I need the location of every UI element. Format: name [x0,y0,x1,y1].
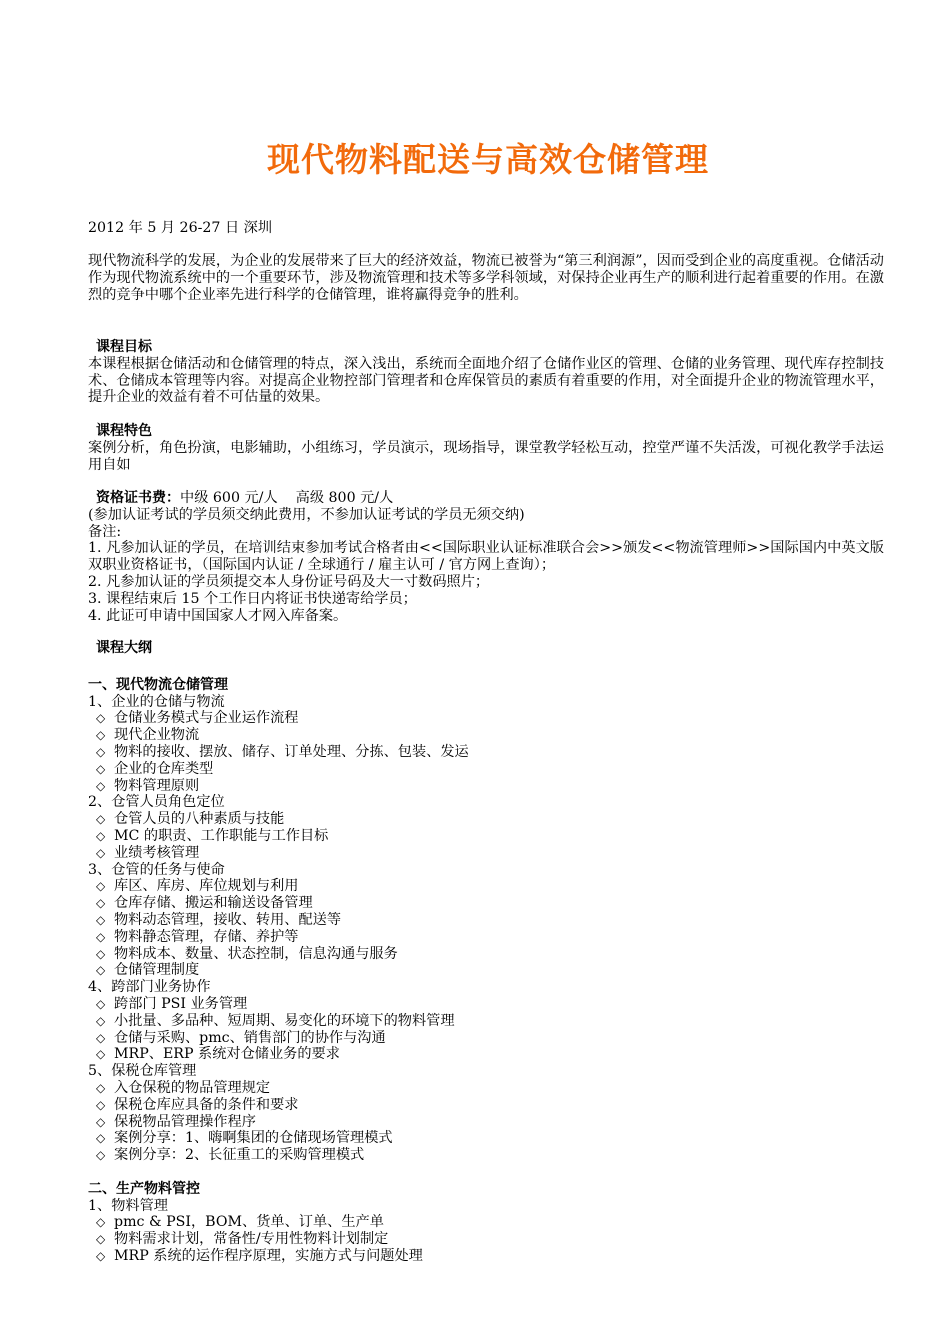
remark-item: 2. 凡参加认证的学员须提交本人身份证号码及大一寸数码照片； [88,573,490,590]
outline-item-text: 仓储业务模式与企业运作流程 [114,710,299,727]
objective-heading: 课程目标 [96,339,152,355]
outline-item [88,929,884,946]
outline-section-title: 1、物料管理 [88,1197,168,1214]
diamond-bullet-icon: ◇ [96,1232,106,1247]
remark-label: 备注: [88,523,122,540]
outline-item-text: 仓库存储、搬运和输送设备管理 [114,895,313,912]
diamond-bullet-icon: ◇ [96,845,106,860]
outline-item-text: 物料的接收、摆放、储存、订单处理、分拣、包装、发运 [114,743,469,760]
certificate-high-fee: 高级 800 元/人 [295,490,394,506]
outline-item-text: MRP 系统的运作程序原理，实施方式与问题处理 [114,1247,423,1264]
outline-item-text: 物料动态管理，接收、转用、配送等 [114,911,342,928]
certificate-mid-fee: 中级 600 元/人 [180,490,278,506]
objective-text: 本课程根据仓储活动和仓储管理的特点，深入浅出，系统而全面地介绍了仓储作业区的管理、仓储的业务管理、现代库存控制技术、仓储成本管理等内容。对提高企业物控部门管理者和仓库保管员的素质有着重要的作用，对全面提升企业的物流管理水平，提升企业的效益有着不可估量的效果。 [88,355,884,406]
diamond-bullet-icon: ◇ [96,996,106,1011]
diamond-bullet-icon: ◇ [96,1248,106,1263]
outline-item [88,878,884,895]
outline-item [88,828,884,845]
certificate-fee-label: 资格证书费： [96,490,180,506]
outline-section [88,640,884,1265]
outline-item-text: 保税仓库应具备的条件和要求 [114,1096,299,1113]
outline-item-text: pmc & PSI，BOM、货单、订单、生产单 [114,1214,384,1231]
diamond-bullet-icon: ◇ [96,879,106,894]
outline-item-text: 现代企业物流 [114,727,200,744]
diamond-bullet-icon: ◇ [96,946,106,961]
outline-item [88,912,884,929]
diamond-bullet-icon: ◇ [96,728,106,743]
outline-item [88,1013,884,1030]
remark-list [88,540,884,624]
diamond-bullet-icon: ◇ [96,929,106,944]
diamond-bullet-icon: ◇ [96,1030,106,1045]
diamond-bullet-icon: ◇ [96,711,106,726]
diamond-bullet-icon: ◇ [96,778,106,793]
remark-item: 4. 此证可申请中国国家人才网入库备案。 [88,607,348,624]
diamond-bullet-icon: ◇ [96,1148,106,1163]
outline-item-text: 物料需求计划，常备性/专用性物料计划制定 [114,1231,389,1248]
outline-item [88,1080,884,1097]
certificate-note: (参加认证考试的学员须交纳此费用，不参加认证考试的学员无须交纳) [88,506,525,523]
outline-item-text: 物料成本、数量、状态控制，信息沟通与服务 [114,945,398,962]
outline-item [88,895,884,912]
outline-item-text: MC 的职责、工作职能与工作目标 [114,827,329,844]
outline-section-title: 1、企业的仓储与物流 [88,693,225,710]
outline-item [88,778,884,795]
outline-item [88,1214,884,1231]
outline-item [88,710,884,727]
features-heading: 课程特色 [96,423,152,439]
outline-item [88,1097,884,1114]
outline-item [88,1114,884,1131]
objective-section [88,339,884,406]
diamond-bullet-icon: ◇ [96,896,106,911]
outline-item-text: 物料管理原则 [114,777,200,794]
diamond-bullet-icon: ◇ [96,912,106,927]
diamond-bullet-icon: ◇ [96,963,106,978]
outline-item [88,962,884,979]
outline-section-title: 5、保税仓库管理 [88,1063,197,1080]
date-location: 2012 年 5 月 26-27 日 深圳 [88,220,273,236]
outline-item-text: 仓储与采购、pmc、销售部门的协作与沟通 [114,1029,386,1046]
outline-item [88,811,884,828]
outline-item-text: 仓储管理制度 [114,962,200,979]
outline-item-text: 业绩考核管理 [114,844,200,861]
diamond-bullet-icon: ◇ [96,1080,106,1095]
outline-part-title: 一、现代物流仓储管理 [88,676,228,693]
outline-section-title: 2、仓管人员角色定位 [88,794,225,811]
remark-item: 3. 课程结束后 15 个工作日内将证书快递寄给学员； [88,590,417,607]
diamond-bullet-icon: ◇ [96,744,106,759]
certificate-section [88,490,884,624]
page-title: 现代物料配送与高效仓储管理 [267,140,709,179]
diamond-bullet-icon: ◇ [96,761,106,776]
outline-item-text: 跨部门 PSI 业务管理 [114,995,248,1012]
diamond-bullet-icon: ◇ [96,1013,106,1028]
features-text: 案例分析，角色扮演，电影辅助，小组练习，学员演示，现场指导，课堂教学轻松互动，控堂严谨不失活泼，可视化教学手法运用自如 [88,439,884,473]
outline-item-text: 企业的仓库类型 [114,760,214,777]
outline-item-text: 仓管人员的八种素质与技能 [114,811,285,828]
outline-part-title: 二、生产物料管控 [88,1180,200,1197]
outline-item [88,1046,884,1063]
outline-item-text: 物料静态管理，存储、养护等 [114,928,299,945]
diamond-bullet-icon: ◇ [96,1215,106,1230]
diamond-bullet-icon: ◇ [96,1047,106,1062]
outline-item [88,744,884,761]
outline-item [88,761,884,778]
outline-item [88,1147,884,1164]
outline-item-text: 库区、库房、库位规划与利用 [114,878,299,895]
features-section [88,423,884,473]
outline-item [88,946,884,963]
diamond-bullet-icon: ◇ [96,1131,106,1146]
outline-item [88,996,884,1013]
outline-item-text: 小批量、多品种、短周期、易变化的环境下的物料管理 [114,1012,455,1029]
diamond-bullet-icon: ◇ [96,828,106,843]
outline-heading: 课程大纲 [96,640,152,656]
outline-item-text: MRP、ERP 系统对仓储业务的要求 [114,1046,340,1063]
diamond-bullet-icon: ◇ [96,1097,106,1112]
outline-list [88,677,884,1265]
outline-item [88,845,884,862]
outline-item [88,1130,884,1147]
remark-item: 1. 凡参加认证的学员，在培训结束参加考试合格者由<<国际职业认证标准联合会>>颁发<<物流管理师>>国际国内中英文版双职业资格证书，（国际国内认证 / 全球通行 / 雇主认可 / 官方网上查询）； [88,540,884,574]
outline-item [88,1231,884,1248]
diamond-bullet-icon: ◇ [96,1114,106,1129]
outline-item-text: 案例分享：1、嗨啊集团的仓储现场管理模式 [114,1130,393,1147]
diamond-bullet-icon: ◇ [96,812,106,827]
certificate-fee-line [88,490,884,507]
outline-section-title: 4、跨部门业务协作 [88,979,211,996]
outline-section-title: 3、仓管的任务与使命 [88,861,225,878]
outline-item-text: 入仓保税的物品管理规定 [114,1079,271,1096]
outline-item-text: 保税物品管理操作程序 [114,1113,256,1130]
outline-item [88,1030,884,1047]
intro-paragraph: 现代物流科学的发展，为企业的发展带来了巨大的经济效益，物流已被誉为“第三利润源”，因而受到企业的高度重视。仓储活动作为现代物流系统中的一个重要环节，涉及物流管理和技术等多学科领域，对保持企业再生产的顺利进行起着重要的作用。在激烈的竞争中哪个企业率先进行科学的仓储管理，谁将赢得竞争的胜利。 [88,253,884,303]
outline-item [88,727,884,744]
outline-item [88,1248,884,1265]
outline-item-text: 案例分享：2、长征重工的采购管理模式 [114,1147,365,1164]
